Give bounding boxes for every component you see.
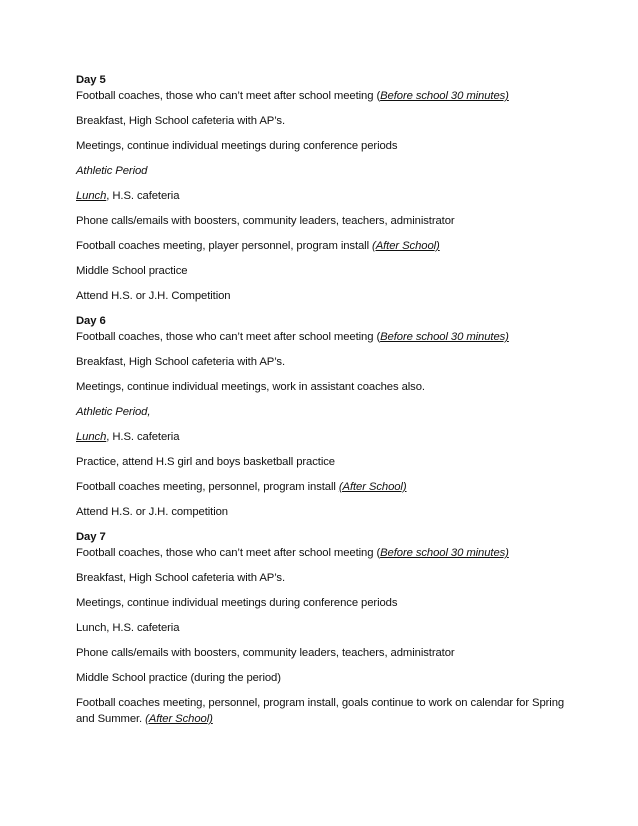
day-5-lunch-location: , H.S. cafeteria [106,190,180,202]
day-7-section [76,529,576,727]
day-5-football-coaches-text: Football coaches, those who can’t meet after school meeting ( [76,90,381,102]
day-6-heading: Day 6 [76,315,106,327]
day-6-practice-line: Practice, attend H.S girl and boys basketball practice [76,456,335,468]
day-6-football-coaches-text: Football coaches, those who can’t meet after school meeting ( [76,331,381,343]
day-5-lunch-line [76,188,576,204]
day-6-section [76,313,576,520]
day-5-after-school-note: (After School) [372,240,440,252]
day-6-lunch-location: , H.S. cafeteria [106,431,180,443]
day-5-breakfast-line: Breakfast, High School cafeteria with AP’s. [76,115,285,127]
day-5-phone-calls-line: Phone calls/emails with boosters, community leaders, teachers, administrator [76,215,455,227]
day-7-breakfast-line: Breakfast, High School cafeteria with AP’s. [76,572,285,584]
day-7-football-coaches-text: Football coaches, those who can’t meet after school meeting ( [76,547,381,559]
day-6-after-school-note: (After School) [338,481,407,493]
day-5-section [76,72,576,304]
day-6-athletic-period-line: Athletic Period, [76,406,151,418]
day-5-meetings-line: Meetings, continue individual meetings during conference periods [76,140,398,152]
day-7-football-coaches-line [76,545,576,561]
day-5-coaches-meeting-line [76,238,576,254]
day-6-football-coaches-line [76,329,576,345]
day-7-coaches-meeting-text: Football coaches meeting, personnel, program install, goals continue to work on calendar for Spring and Summer. [76,697,565,725]
day-7-meetings-line: Meetings, continue individual meetings during conference periods [76,597,398,609]
day-5-football-coaches-line [76,88,576,104]
day-5-middle-school-line: Middle School practice [76,265,188,277]
day-6-competition-line: Attend H.S. or J.H. competition [76,506,228,518]
day-5-heading: Day 5 [76,74,106,86]
day-6-before-school-note: Before school 30 minutes) [380,331,509,343]
schedule-content [76,72,576,736]
day-7-heading: Day 7 [76,531,106,543]
day-6-meetings-line: Meetings, continue individual meetings, work in assistant coaches also. [76,381,425,393]
day-6-coaches-meeting-text: Football coaches meeting, personnel, program install [76,481,339,493]
day-7-phone-calls-line: Phone calls/emails with boosters, community leaders, teachers, administrator [76,647,455,659]
day-6-breakfast-line: Breakfast, High School cafeteria with AP’s. [76,356,285,368]
day-6-coaches-meeting-line [76,479,576,495]
day-5-before-school-note: Before school 30 minutes) [380,90,509,102]
day-7-middle-school-line: Middle School practice (during the period) [76,672,281,684]
day-5-lunch-label: Lunch [76,190,107,202]
day-7-after-school-note: (After School) [145,713,213,725]
day-5-competition-line: Attend H.S. or J.H. Competition [76,290,231,302]
day-7-lunch-line: Lunch, H.S. cafeteria [76,622,180,634]
day-6-lunch-label: Lunch [76,431,107,443]
day-6-lunch-line [76,429,576,445]
day-5-coaches-meeting-text: Football coaches meeting, player personnel, program install [76,240,373,252]
day-7-before-school-note: Before school 30 minutes) [380,547,509,559]
day-7-coaches-meeting-line [76,695,576,727]
day-5-athletic-period-line: Athletic Period [76,165,148,177]
